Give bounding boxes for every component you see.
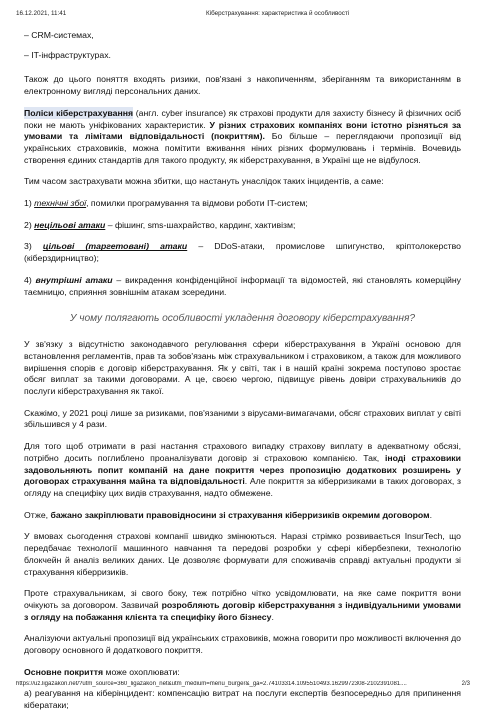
print-datetime: 16.12.2021, 11:41 [16, 10, 67, 17]
page-title: Кіберстрахування: характеристика й особливості [206, 10, 350, 17]
paragraph-2021: Скажімо, у 2021 році лише за ризиками, пов'язаними з вірусами-вимагачами, обсяг страхових виплат у світі збільшився у 4 рази. [24, 407, 461, 430]
incident-num: 2) [24, 219, 35, 230]
incident-item-1 [24, 198, 461, 210]
incident-item-2 [24, 220, 461, 232]
incident-term: цільові (таргетовані) атаки [42, 241, 188, 252]
policy-text-1: (англ. cyber insurance) як страхові продукти для захисту бізнесу й фізичних осіб поки не мають уніфікованих характеристик. [24, 107, 462, 130]
policy-bold-2: У різних страхових компаніях вони істотно різняться за умовами та лімітами відповідальності (покриттям). [24, 119, 461, 142]
incident-desc: – викрадення конфіденційної інформації та відомостей, які становлять комерційну таємницю, сприяння зовнішнім атакам зсередини. [24, 274, 462, 297]
incident-num: 3) [24, 241, 43, 252]
clients-text-1: Проте страхувальникам, зі свого боку, теж потрібно чітко усвідомлювати, на яке саме покриття вони очікують за договором. Зазвичай [24, 588, 461, 610]
list-item-crm: – CRM-системах, [24, 30, 94, 40]
list-item-it: – IT-інфраструктурах. [24, 49, 111, 60]
incident-item-3 [24, 241, 461, 264]
better-bold: бажано закріплювати правовідносини зі страхування кіберризиків окремим договором [50, 509, 430, 520]
order-bold: іноді страховики задовольняють попит компаній на дане покриття через пропозицію додаткових розширень у договорах страхування майна та відповідальності [24, 452, 461, 487]
paragraph-clients [24, 588, 461, 623]
paragraph-main-coverage [24, 667, 461, 679]
clients-bold: розробляють договір кіберстрахування з індивідуальними умовами з огляду на побажання клієнта та специфіку його бізнесу [24, 599, 462, 622]
incident-term: внутрішні атаки [35, 274, 113, 285]
paragraph-law: У зв'язку з відсутністю законодавчого регулювання сфери кіберстрахування в Україні основою для встановлення регламентів, прав та зобов'язань між страхувальником і страховиком, а також для можливого вирішення спорів є договір кіберстрахування. Як у світі, так і в нашій країні зокрема поступово зростає обсяг виплат за такими договорами. А це, своєю чергою, підвищує рівень довіри страхувальників до послуги кіберстрахування як такої. [24, 339, 461, 397]
incident-desc: – фішинг, sms-шахрайство, кардинг, хактивізм; [105, 219, 296, 230]
source-url: https://uz.ligazakon.net/?utm_source=360_ligazakon_net&utm_medium=menu_burger&_ga=2.74103314.1095510493.1629972308-2102391081.... [16, 681, 407, 687]
section-heading: У чому полягають особливості укладення договору кіберстрахування? [69, 313, 416, 325]
incident-term: технічні збої [34, 198, 87, 209]
better-text-2: . [429, 509, 432, 520]
incident-num: 4) [24, 274, 36, 285]
article-content [24, 30, 461, 722]
paragraph-current: У вмовах сьогодення страхові компанії швидко змінюються. Наразі стрімко розвивається InsurTech, що передбачає технології машинного навчання та передові розробки у сфері кібербезпеки, технологію блокчейн й аналіз великих даних. Це дозволяє формувати для споживачів справді актуальні продукти зі страхування кіберризиків. [24, 531, 461, 577]
incident-desc: – DDoS-атаки, промислове шпигунство, кріптолокерство (кіберздирництво); [24, 241, 461, 264]
order-text-2: . Але покриття за кіберризиками в таких договорах, з огляду на специфіку цих видів страхування, надто обмежене. [24, 476, 461, 498]
order-text-1: Для того щоб отримати в разі настання страхового випадку страхову виплату в адекватному обсязі, потрібно досить поглиблено проаналізувати договір зі страховою компанією. Так, [24, 441, 461, 463]
paragraph-losses: Тим часом застрахувати можна збитки, що настануть унаслідок таких інцидентів, а саме: [24, 176, 384, 187]
page-number: 2/3 [461, 681, 470, 687]
paragraph-a: а) реагування на кіберінцидент: компенсацію витрат на послуги експертів безпосередньо для припинення кібератаки; [24, 688, 461, 711]
incident-desc: , помилки програмування та відмови роботи IT-систем; [86, 198, 308, 209]
policy-text-2: Бо більше – переглядаючи пропозиції від українських страховиків, можна помітити вживання ніних різних формулювань і термінів. Вочевидь створення єдиних стандартів для такого продукту, як кіберстрахування, в Україні ще не відбулося. [24, 131, 461, 165]
incident-term: нецільові атаки [34, 219, 106, 230]
incident-item-4 [24, 275, 461, 298]
better-text-1: Отже, [24, 509, 51, 520]
paragraph-analysis: Аналізуючи актуальні пропозиції від українських страховиків, можна говорити про можливості включення до договору основного й додаткового покриття. [24, 633, 461, 656]
main-coverage-text: може охоплювати: [103, 666, 180, 677]
clients-text-2: . [271, 611, 274, 622]
page-header [0, 10, 490, 20]
incident-num: 1) [24, 198, 35, 209]
paragraph-also: Також до цього поняття входять ризики, пов'язані з накопиченням, зберіганням та використанням в електронному вигляді персональних даних. [24, 74, 461, 97]
policy-term: Поліси кіберстрахування [24, 107, 134, 118]
main-coverage-term: Основне покриття [24, 666, 104, 677]
paragraph-order [24, 441, 461, 500]
paragraph-policy [24, 108, 461, 167]
paragraph-better [24, 510, 461, 522]
